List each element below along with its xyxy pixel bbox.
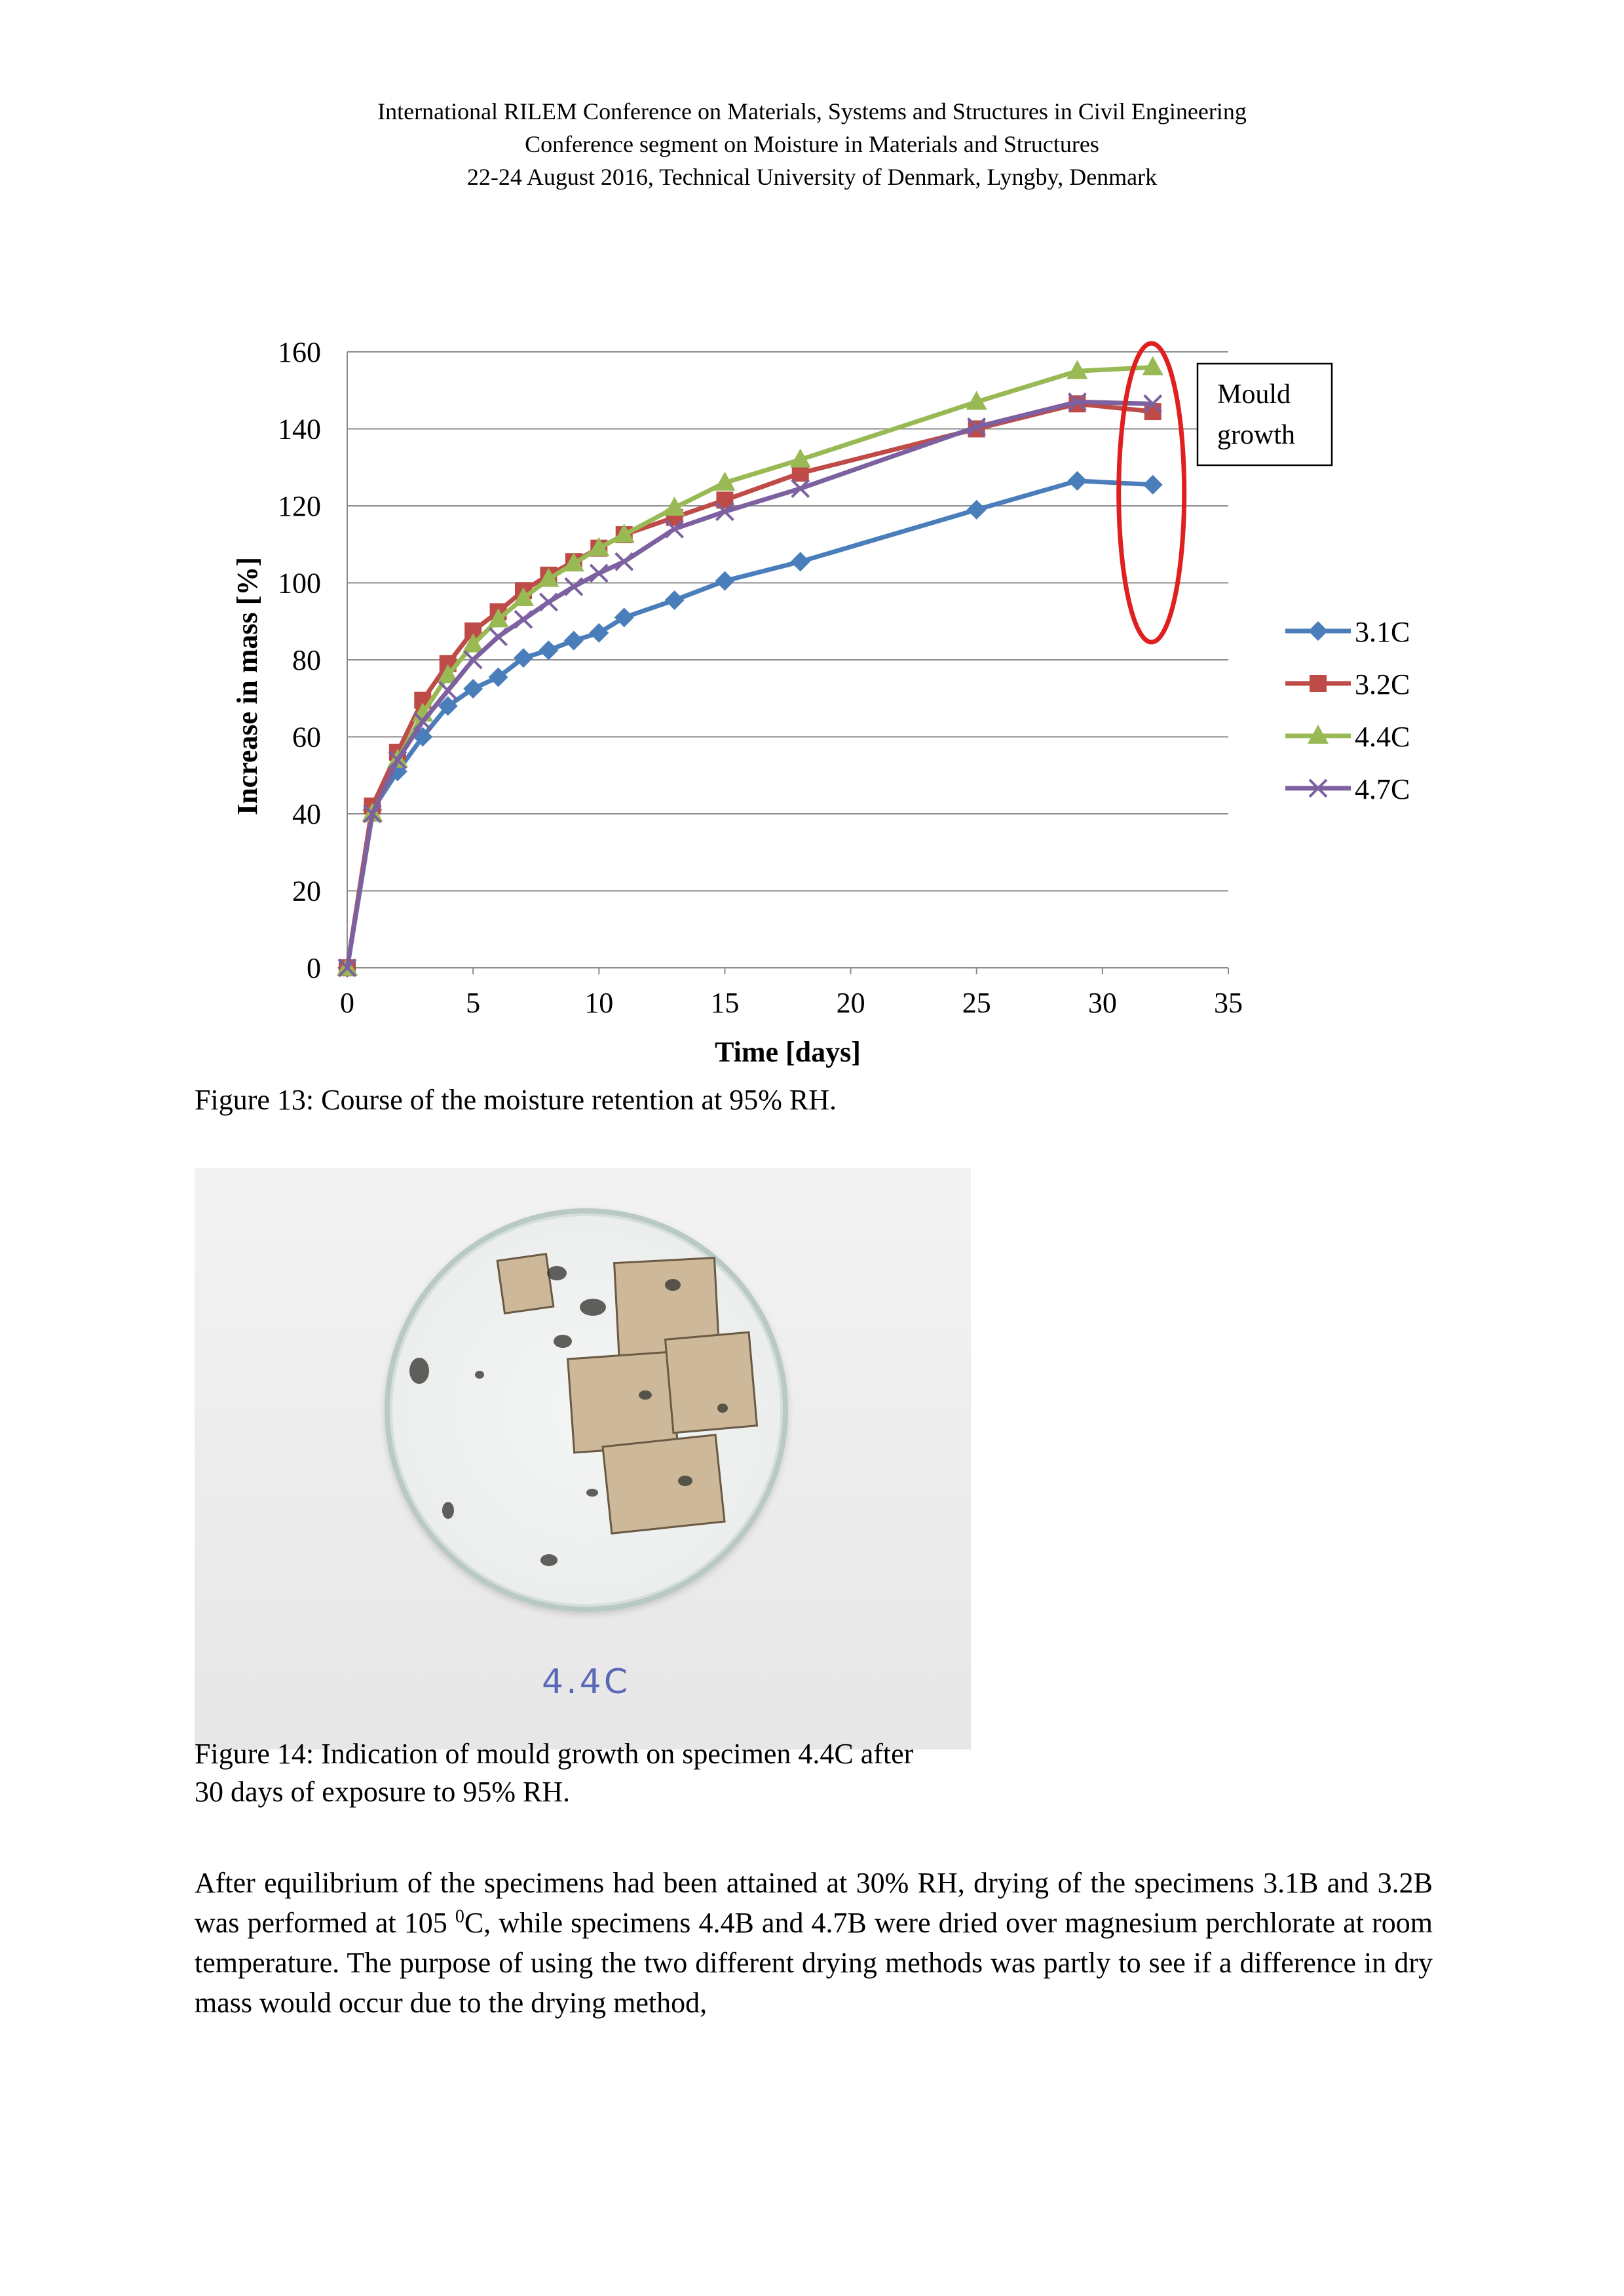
point-3.1C-9 bbox=[564, 631, 584, 651]
series-line-3.1C bbox=[347, 481, 1153, 968]
point-4.7C-6 bbox=[490, 628, 507, 645]
figure-14-caption bbox=[195, 1735, 1439, 1811]
legend-label-3.2C: 3.2C bbox=[1355, 668, 1410, 700]
figure-14-caption-line-1: Figure 14: Indication of mould growth on specimen 4.4C after bbox=[195, 1738, 914, 1770]
mould-growth-text-1: Mould bbox=[1217, 379, 1291, 410]
x-tick-label-5: 5 bbox=[466, 987, 481, 1019]
specimen-label: 4.4C bbox=[542, 1662, 631, 1702]
point-4.7C-7 bbox=[515, 611, 532, 628]
point-4.7C-8 bbox=[540, 594, 557, 611]
x-tick-label-35: 35 bbox=[1214, 987, 1243, 1019]
legend-marker-3.2C bbox=[1310, 675, 1327, 692]
figure-13-caption: Figure 13: Course of the moisture retention at 95% RH. bbox=[195, 1084, 837, 1116]
x-axis-title: Time [days] bbox=[715, 1036, 861, 1068]
y-tick-label-20: 20 bbox=[292, 875, 321, 908]
x-tick-label-10: 10 bbox=[584, 987, 614, 1019]
point-3.1C-14 bbox=[791, 552, 810, 571]
point-4.7C-9 bbox=[565, 578, 582, 595]
y-axis-title: Increase in mass [%] bbox=[231, 557, 263, 815]
point-4.7C-10 bbox=[590, 565, 607, 582]
legend-label-4.7C: 4.7C bbox=[1355, 773, 1410, 805]
point-3.1C-16 bbox=[1067, 471, 1087, 491]
y-tick-label-120: 120 bbox=[278, 490, 321, 522]
y-tick-label-160: 160 bbox=[278, 336, 321, 368]
x-tick-label-20: 20 bbox=[836, 987, 865, 1019]
y-tick-label-40: 40 bbox=[292, 798, 321, 830]
legend-marker-3.1C bbox=[1308, 621, 1328, 641]
point-3.1C-13 bbox=[715, 571, 734, 591]
degree-superscript: 0 bbox=[455, 1906, 464, 1927]
x-tick-label-0: 0 bbox=[340, 987, 354, 1019]
petri-dish bbox=[385, 1208, 788, 1612]
legend-label-3.1C: 3.1C bbox=[1355, 616, 1410, 648]
legend-label-4.4C: 4.4C bbox=[1355, 721, 1410, 753]
y-tick-label-80: 80 bbox=[292, 644, 321, 676]
header-line-2: Conference segment on Moisture in Materials and Structures bbox=[525, 131, 1099, 157]
moisture-retention-chart bbox=[0, 0, 1624, 1075]
y-tick-label-60: 60 bbox=[292, 721, 321, 754]
x-tick-label-25: 25 bbox=[962, 987, 991, 1019]
header-line-3: 22-24 August 2016, Technical University of Denmark, Lyngby, Denmark bbox=[466, 164, 1158, 190]
body-text-part-1: After equilibrium of the specimens had been attained at 30% RH, drying of the specimens 3.1B and 3.2B was performed at 105 bbox=[195, 1867, 1433, 1939]
y-tick-label-0: 0 bbox=[307, 952, 321, 984]
mould-specimen-photo bbox=[195, 1168, 971, 1750]
mould-growth-text-2: growth bbox=[1217, 420, 1295, 450]
point-3.1C-15 bbox=[967, 500, 987, 520]
x-tick-label-30: 30 bbox=[1087, 987, 1117, 1019]
point-3.1C-8 bbox=[538, 640, 558, 660]
header-line-1: International RILEM Conference on Materials, Systems and Structures in Civil Engineering bbox=[377, 98, 1247, 124]
y-tick-label-100: 100 bbox=[278, 567, 321, 600]
y-tick-label-140: 140 bbox=[278, 413, 321, 446]
figure-14-caption-line-2: 30 days of exposure to 95% RH. bbox=[195, 1776, 571, 1808]
point-3.1C-12 bbox=[665, 590, 685, 610]
body-text-part-2: C, while specimens 4.4B and 4.7B were dried over magnesium perchlorate at room temperature. The purpose of using the two different drying methods was partly to see if a difference in dry mass would occur due to the drying method, bbox=[195, 1907, 1433, 2019]
point-3.1C-17 bbox=[1143, 475, 1163, 495]
body-paragraph bbox=[195, 1863, 1433, 2023]
point-4.7C-11 bbox=[616, 553, 633, 570]
x-tick-label-15: 15 bbox=[710, 987, 740, 1019]
